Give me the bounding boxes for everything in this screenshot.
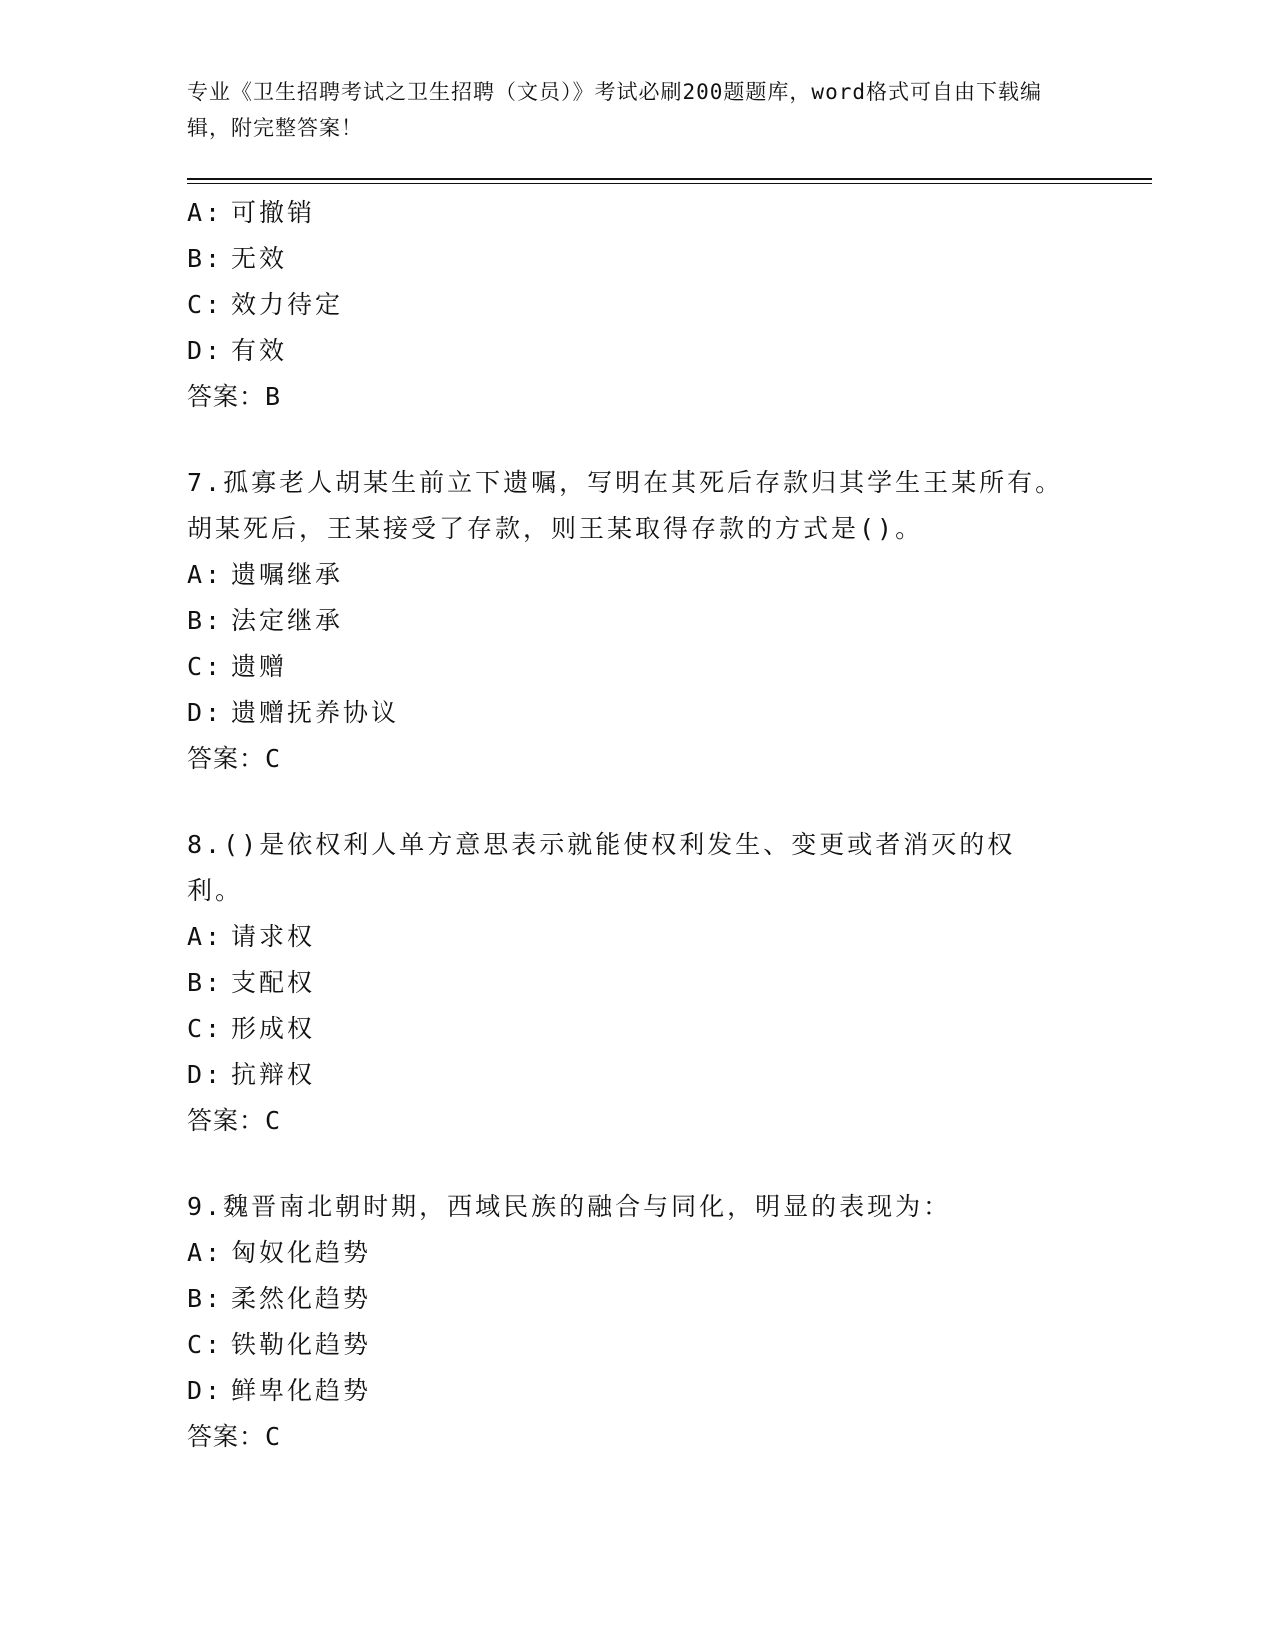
option-key: C: <box>187 652 224 681</box>
option-key: A: <box>187 560 224 589</box>
page-header: 专业《卫生招聘考试之卫生招聘（文员）》考试必刷200题题库，word格式可自由下载编辑，附完整答案！ <box>187 80 1042 140</box>
option-b <box>187 236 1067 282</box>
question-stem: 9.魏晋南北朝时期，西域民族的融合与同化，明显的表现为： <box>187 1192 952 1221</box>
option-text: 有效 <box>231 336 288 365</box>
option-key: C: <box>187 290 224 319</box>
question-stem: 7.孤寡老人胡某生前立下遗嘱，写明在其死后存款归其学生王某所有。胡某死后，王某接受了存款，则王某取得存款的方式是()。 <box>187 468 1064 543</box>
option-text: 无效 <box>231 244 288 273</box>
question-9 <box>187 1184 1067 1460</box>
option-key: B: <box>187 244 224 273</box>
option-text: 支配权 <box>231 968 316 997</box>
option-text: 效力待定 <box>231 290 344 319</box>
option-c <box>187 282 1067 328</box>
option-b <box>187 1276 1067 1322</box>
question-7 <box>187 460 1067 782</box>
question-6 <box>187 190 1067 420</box>
option-a <box>187 1230 1067 1276</box>
option-text: 法定继承 <box>231 606 344 635</box>
option-key: C: <box>187 1014 224 1043</box>
option-c <box>187 1006 1067 1052</box>
option-text: 柔然化趋势 <box>231 1284 372 1313</box>
option-text: 铁勒化趋势 <box>231 1330 372 1359</box>
header-divider <box>187 178 1152 180</box>
option-a <box>187 190 1067 236</box>
answer: 答案：B <box>187 382 282 411</box>
option-text: 匈奴化趋势 <box>231 1238 372 1267</box>
option-key: D: <box>187 1060 224 1089</box>
option-d <box>187 1368 1067 1414</box>
option-a <box>187 552 1067 598</box>
option-text: 鲜卑化趋势 <box>231 1376 372 1405</box>
option-key: C: <box>187 1330 224 1359</box>
option-b <box>187 598 1067 644</box>
header-divider-thin <box>187 183 1152 184</box>
option-text: 形成权 <box>231 1014 316 1043</box>
question-8 <box>187 822 1067 1144</box>
option-c <box>187 644 1067 690</box>
option-d <box>187 690 1067 736</box>
option-key: D: <box>187 336 224 365</box>
option-c <box>187 1322 1067 1368</box>
option-key: A: <box>187 198 224 227</box>
option-key: A: <box>187 922 224 951</box>
option-key: B: <box>187 1284 224 1313</box>
option-b <box>187 960 1067 1006</box>
option-key: D: <box>187 698 224 727</box>
option-key: A: <box>187 1238 224 1267</box>
option-text: 遗赠抚养协议 <box>231 698 400 727</box>
option-key: B: <box>187 606 224 635</box>
answer: 答案：C <box>187 744 282 773</box>
option-text: 遗赠 <box>231 652 288 681</box>
question-stem: 8.()是依权利人单方意思表示就能使权利发生、变更或者消灭的权利。 <box>187 830 1016 905</box>
option-key: B: <box>187 968 224 997</box>
option-text: 抗辩权 <box>231 1060 316 1089</box>
option-d <box>187 328 1067 374</box>
question-list <box>187 190 1067 1500</box>
answer: 答案：C <box>187 1106 282 1135</box>
option-a <box>187 914 1067 960</box>
answer: 答案：C <box>187 1422 282 1451</box>
option-text: 可撤销 <box>231 198 316 227</box>
option-key: D: <box>187 1376 224 1405</box>
option-text: 请求权 <box>231 922 316 951</box>
option-d <box>187 1052 1067 1098</box>
option-text: 遗嘱继承 <box>231 560 344 589</box>
